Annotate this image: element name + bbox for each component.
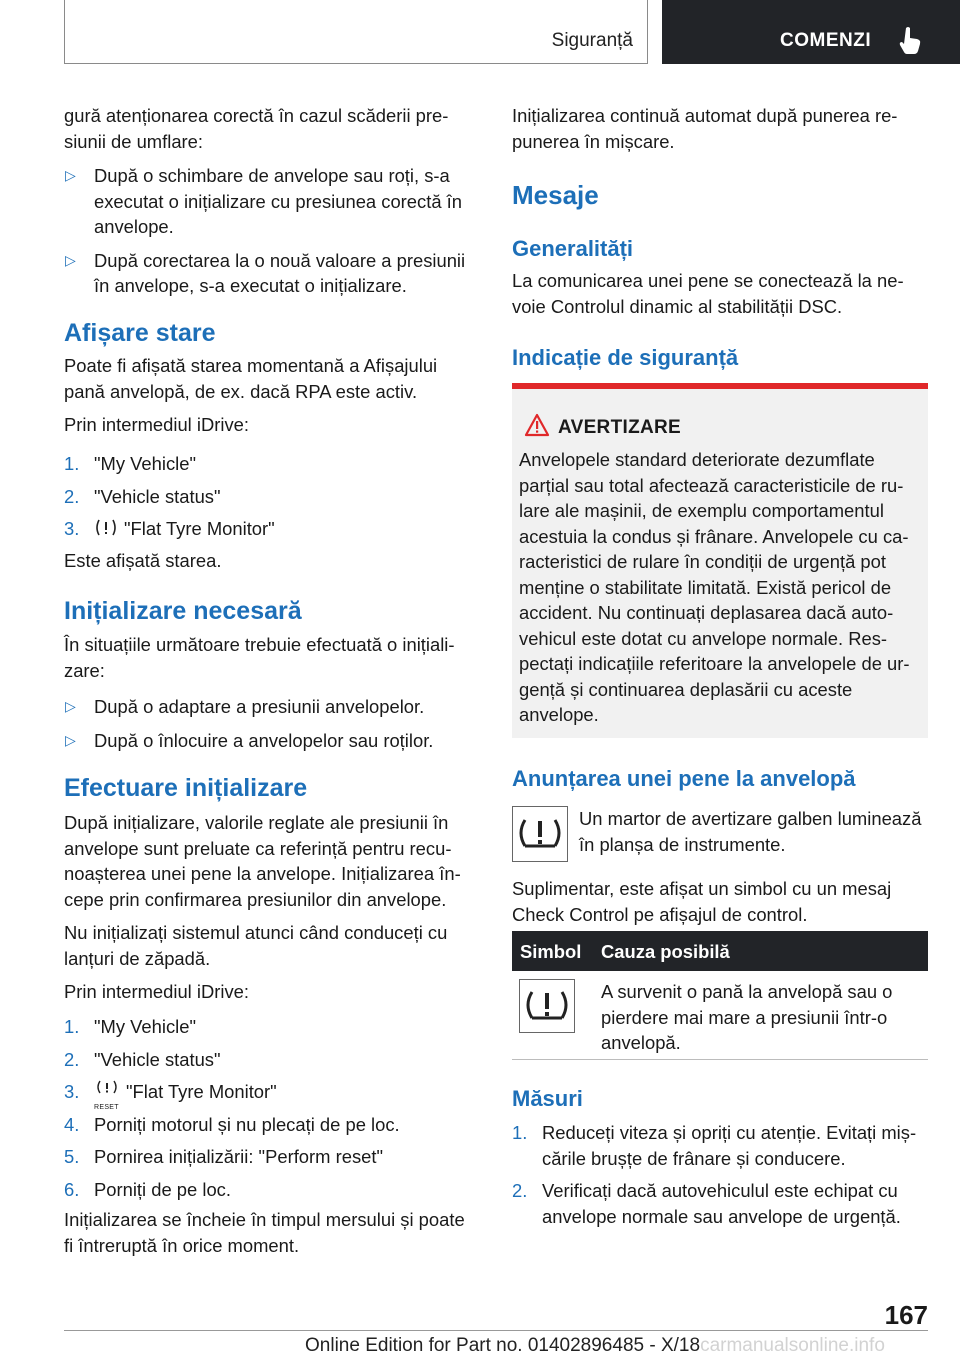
heading-initializare-necesara: Inițializare necesară: [64, 597, 302, 625]
masuri-steps: [512, 1120, 928, 1229]
afisare-result: Este afișată starea.: [64, 550, 222, 571]
watermark: carmanualsonline.info: [700, 1335, 885, 1356]
tyre-warning-icon: [94, 518, 118, 538]
tyre-reset-icon: RESET: [94, 1080, 120, 1104]
list-item: 2. "Vehicle status": [64, 485, 221, 507]
afisare-steps: [64, 451, 474, 542]
footer-edition: Online Edition for Part no. 01402896485 - X/18carmanualsonline.info: [305, 1335, 885, 1356]
init-do-end: Inițializarea se încheie în timpul mersului și poate fi întreruptă în orice moment.: [64, 1209, 465, 1256]
footer-divider: [64, 1330, 928, 1331]
list-item: 4. Porniți motorul și nu plecați de pe loc.: [64, 1113, 400, 1135]
init-do-steps: [64, 1014, 474, 1202]
heading-afisare-stare: Afișare stare: [64, 319, 216, 347]
triangle-bullet-icon: ▷: [65, 251, 76, 268]
triangle-bullet-icon: ▷: [65, 698, 76, 714]
heading-generalitati: Generalități: [512, 236, 634, 261]
list-item: ▷ După o înlocuire a anvelopelor sau roților.: [64, 728, 474, 754]
flat-text: Un martor de avertizare galben luminează în planșa de instrumente.: [579, 808, 922, 855]
heading-anuntarea-pene: Anunțarea unei pene la anvelopă: [512, 766, 856, 791]
tpms-warning-icon: [512, 806, 568, 862]
heading-masuri: Măsuri: [512, 1086, 583, 1111]
intro-bullet-list: [64, 163, 474, 299]
afisare-text: Poate fi afișată starea momentană a Afișajului pană anvelopă, de ex. dacă RPA este activ. Prin intermediul iDrive:: [64, 355, 438, 435]
triangle-bullet-icon: ▷: [65, 731, 76, 748]
page-number: 167: [884, 1300, 928, 1330]
list-item: 1. Reduceți viteza și opriți cu atenție. Evitați miș-cările brușțe de frânare și conducere.: [512, 1122, 917, 1169]
table-divider: [512, 1059, 928, 1060]
warning-triangle-icon: [524, 413, 550, 437]
table-header-cause: Cauza posibilă: [601, 941, 730, 962]
list-item: 3. "Flat Tyre Monitor": [64, 518, 275, 539]
heading-efectuare-initializare: Efectuare inițializare: [64, 774, 308, 802]
warning-title: AVERTIZARE: [558, 417, 681, 438]
header-tab[interactable]: [662, 0, 960, 64]
triangle-bullet-icon: ▷: [65, 167, 76, 183]
heading-indicatie-siguranta: Indicație de siguranță: [512, 345, 739, 370]
heading-mesaje: Mesaje: [512, 180, 599, 210]
list-item: 1. "My Vehicle": [64, 1016, 196, 1037]
list-item: 2. Verificați dacă autovehiculul este echipat cu anvelope normale sau anvelope de urgență.: [512, 1180, 901, 1227]
init-needed-bullets: [64, 694, 474, 753]
init-do-text: După inițializare, valorile reglate ale presiunii în anvelope sunt preluate ca referință pentru recu-noașterea unei pene la anvelope. Inițializarea în-cepe prin confirmarea presiunilor din anvelope. Nu inițializați sistemul atunci când conduceți cu lanțuri de zăpadă. Prin intermediul iDrive:: [64, 812, 461, 1002]
warning-text: Anvelopele standard deteriorate dezumflate parțial sau total afectează caracteristicile de ru-lare ale mașinii, de exemplu comportamentul acestuia la condus și frânare. Anvelopele cu ca-racteristici de rulare în condiții de urgență pot menține o stabilitate limitată. Există pericol de accident. Nu continuați deplasarea dacă auto-vehicul este dotat cu anvelope normale. Res-pectați indicațiile referitoare la anvelopele de ur-gență și continuarea deplasării cu aceste anvelope.: [519, 449, 910, 725]
symbol-table-header: [512, 931, 928, 971]
init-needed-text: În situațiile următoare trebuie efectuată o inițiali-zare:: [64, 634, 455, 681]
header-tab-label: COMENZI: [780, 30, 872, 51]
tpms-warning-icon: [519, 979, 575, 1033]
table-row: A survenit o pană la anvelopă sau o pierdere mai mare a presiunii într-o anvelopă.: [601, 981, 893, 1053]
list-item: ▷ După o adaptare a presiunii anvelopelor.: [64, 694, 474, 720]
header-section-box: [64, 0, 648, 64]
continue-text: Inițializarea continuă automat după punerea re-punerea în mișcare.: [512, 105, 898, 152]
list-item: 1. "My Vehicle": [64, 453, 196, 474]
header-section-label: Siguranță: [551, 30, 633, 51]
hand-pointer-icon: [898, 26, 924, 54]
intro-text: gură atenționarea corectă în cazul scăderii pre-siunii de umflare:: [64, 105, 449, 152]
warning-box: [512, 383, 928, 738]
general-text: La comunicarea unei pene se conectează la ne-voie Controlul dinamic al stabilității DSC.: [512, 270, 904, 317]
table-header-symbol: Simbol: [520, 941, 582, 962]
list-item: ▷ După corectarea la o nouă valoare a presiunii în anvelope, s-a executat o inițializare.: [65, 249, 466, 296]
list-item: 6. Porniți de pe loc.: [64, 1178, 231, 1200]
list-item: ▷ După o schimbare de anvelope sau roți, s-a executat o inițializare cu presiunea corectă în anvelope.: [65, 165, 463, 237]
list-item: 5. Pornirea inițializării: "Perform reset": [64, 1146, 384, 1167]
extra-text: Suplimentar, este afișat un simbol cu un mesaj Check Control pe afișajul de control.: [512, 878, 892, 925]
list-item: 3. RESET "Flat Tyre Monitor": [64, 1081, 277, 1111]
list-item: 2. "Vehicle status": [64, 1048, 221, 1070]
